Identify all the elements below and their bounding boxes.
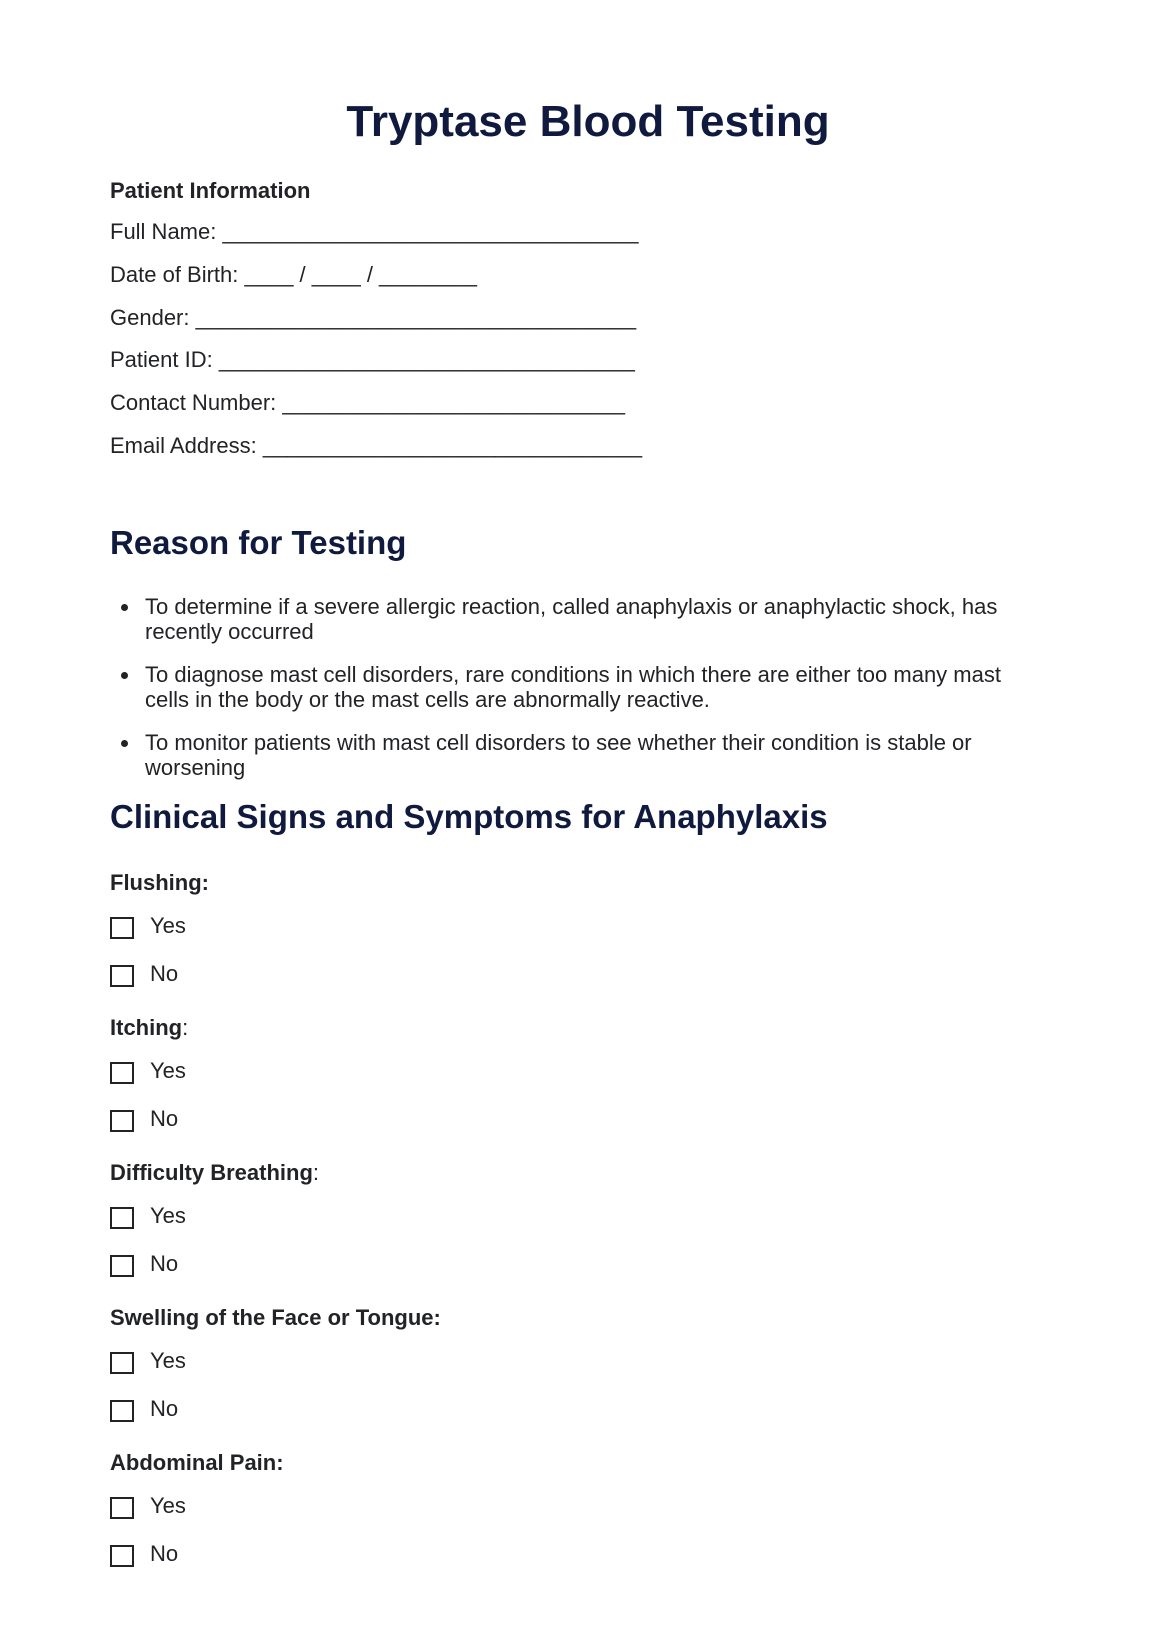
symptom-colon: :	[276, 1450, 284, 1475]
symptom-label-flushing	[110, 869, 209, 897]
difficulty-breathing-yes-checkbox[interactable]	[110, 1207, 134, 1229]
reason-bullet-monitor: To monitor patients with mast cell disorders to see whether their condition is stable or worsening	[110, 730, 1050, 780]
symptom-colon: :	[182, 1015, 189, 1040]
option-label: Yes	[150, 1058, 186, 1083]
full-name-field[interactable]: Full Name: __________________________________	[110, 219, 639, 244]
patient-information-heading: Patient Information	[110, 178, 311, 203]
itching-no-checkbox[interactable]	[110, 1110, 134, 1132]
symptom-name: Difficulty Breathing	[110, 1160, 313, 1185]
abdominal-pain-no-checkbox[interactable]	[110, 1545, 134, 1567]
option-label: Yes	[150, 1493, 186, 1518]
page-title: Tryptase Blood Testing	[346, 97, 830, 146]
symptom-name: Swelling of the Face or Tongue	[110, 1305, 434, 1330]
reason-bullet-diagnose: To diagnose mast cell disorders, rare conditions in which there are either too many mast cells in the body or the mast cells are abnormally reactive.	[110, 662, 1050, 712]
email-address-field[interactable]: Email Address: _______________________________	[110, 433, 643, 458]
swelling-of-the-face-or-tongue-no-checkbox[interactable]	[110, 1400, 134, 1422]
option-label: No	[150, 1396, 179, 1421]
option-label: No	[150, 961, 179, 986]
swelling-of-the-face-or-tongue-yes-checkbox[interactable]	[110, 1352, 134, 1374]
symptom-name: Itching	[110, 1015, 183, 1040]
option-label: No	[150, 1541, 179, 1566]
symptom-label-abdominal-pain	[110, 1449, 284, 1477]
contact-number-field[interactable]: Contact Number: ____________________________	[110, 390, 625, 415]
option-label: Yes	[150, 913, 186, 938]
symptom-label-swelling-of-the-face-or-tongue	[110, 1304, 441, 1332]
reason-for-testing-heading: Reason for Testing	[110, 524, 407, 561]
symptom-colon: :	[433, 1305, 441, 1330]
option-label: Yes	[150, 1203, 186, 1228]
symptom-label-itching	[110, 1014, 188, 1042]
date-of-birth-field[interactable]: Date of Birth: ____ / ____ / ________	[110, 262, 477, 287]
symptom-label-difficulty-breathing	[110, 1159, 319, 1187]
clinical-signs-heading: Clinical Signs and Symptoms for Anaphylaxis	[110, 798, 828, 835]
itching-yes-checkbox[interactable]	[110, 1062, 134, 1084]
symptom-name: Flushing	[110, 870, 202, 895]
symptom-colon: :	[201, 870, 209, 895]
option-label: No	[150, 1251, 179, 1276]
reason-list	[110, 594, 1050, 798]
abdominal-pain-yes-checkbox[interactable]	[110, 1497, 134, 1519]
option-label: Yes	[150, 1348, 186, 1373]
flushing-no-checkbox[interactable]	[110, 965, 134, 987]
difficulty-breathing-no-checkbox[interactable]	[110, 1255, 134, 1277]
symptom-colon: :	[312, 1160, 320, 1185]
symptom-name: Abdominal Pain	[110, 1450, 277, 1475]
patient-id-field[interactable]: Patient ID: __________________________________	[110, 347, 635, 372]
reason-bullet-anaphylaxis: To determine if a severe allergic reaction, called anaphylaxis or anaphylactic shock, has recently occurred	[110, 594, 1050, 644]
gender-field[interactable]: Gender: ____________________________________	[110, 305, 637, 330]
flushing-yes-checkbox[interactable]	[110, 917, 134, 939]
option-label: No	[150, 1106, 179, 1131]
